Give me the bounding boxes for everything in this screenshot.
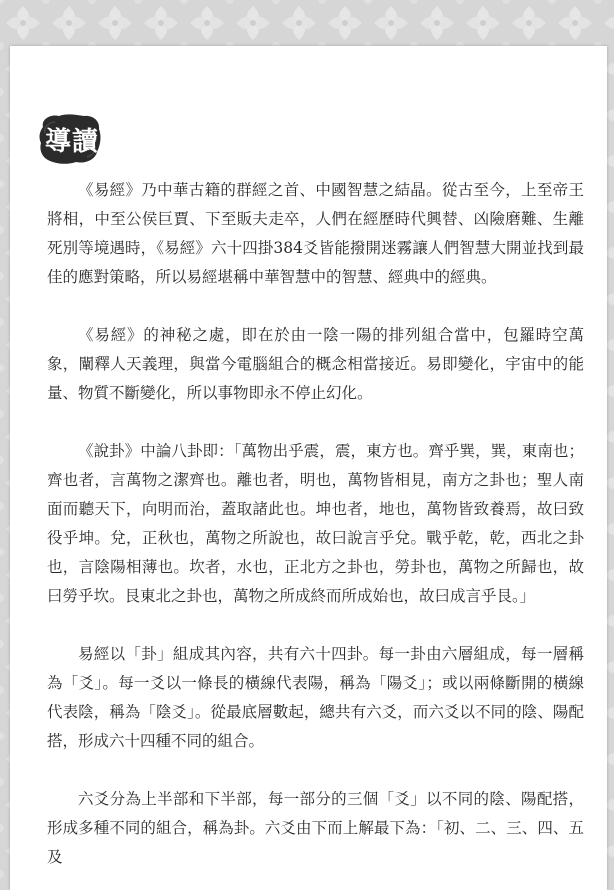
section-heading-badge xyxy=(37,113,103,165)
page-title: 導讀 xyxy=(44,126,99,157)
body-text xyxy=(47,176,584,872)
paragraph-4: 易經以「卦」組成其內容，共有六十四卦。每一卦由六層組成，每一層稱為「爻」。每一爻以一條長的橫線代表陽，稱為「陽爻」；或以兩條斷開的橫線代表陰，稱為「陰爻」。從最底層數起，總共有六爻，而六爻以不同的陰、陽配搭，形成六十四種不同的組合。 xyxy=(47,645,584,750)
paragraph-1: 《易經》乃中華古籍的群經之首、中國智慧之結晶。從古至今，上至帝王將相，中至公侯巨賈、下至販夫走卒，人們在經歷時代興替、凶險磨難、生離死別等境遇時，《易經》六十四掛384爻皆能撥開迷霧讓人們智慧大開並找到最佳的應對策略，所以易經堪稱中華智慧中的智慧、經典中的經典。 xyxy=(47,181,584,286)
paragraph-3: 《說卦》中論八卦即：「萬物出乎震，震，東方也。齊乎巽，巽，東南也；齊也者，言萬物之潔齊也。離也者，明也，萬物皆相見，南方之卦也；聖人南面而聽天下，向明而治，蓋取諸此也。坤也者，地也，萬物皆致養焉，故曰致役乎坤。兌，正秋也，萬物之所說也，故曰說言乎兌。戰乎乾，乾，西北之卦也，言陰陽相薄也。坎者，水也，正北方之卦也，勞卦也，萬物之所歸也，故曰勞乎坎。艮東北之卦也，萬物之所成終而所成始也，故曰成言乎艮。」 xyxy=(47,442,584,605)
paragraph-5: 六爻分為上半部和下半部，每一部分的三個「爻」以不同的陰、陽配搭，形成多種不同的組合，稱為卦。六爻由下而上解最下為：「初、二、三、四、五及 xyxy=(47,790,584,866)
paragraph-2: 《易經》的神秘之處，即在於由一陰一陽的排列組合當中，包羅時空萬象，闡釋人天義理，與當今電腦組合的概念相當接近。易即變化，宇宙中的能量、物質不斷變化，所以事物即永不停止幻化。 xyxy=(47,326,584,402)
